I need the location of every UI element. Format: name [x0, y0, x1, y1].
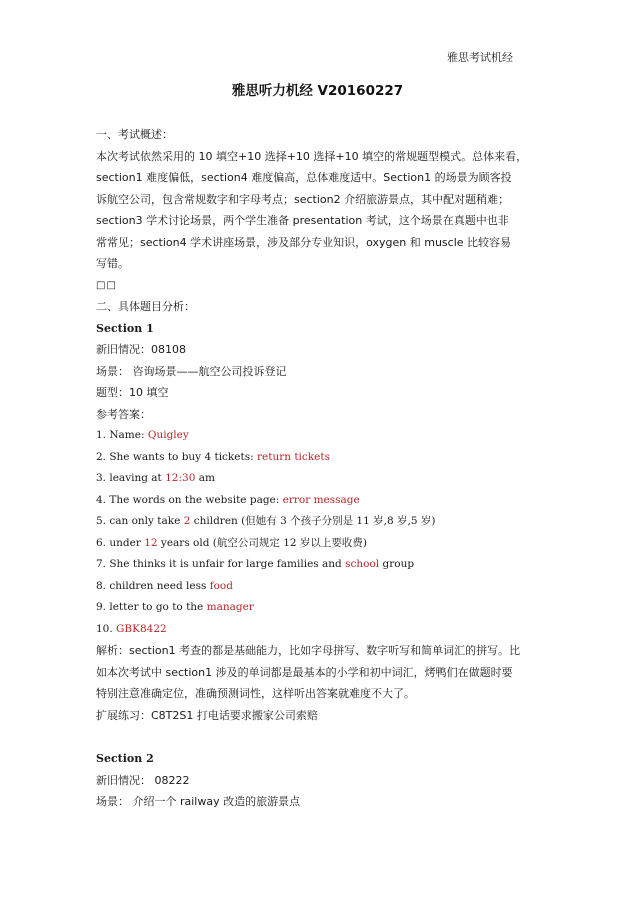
practice-note: 扩展练习：C8T2S1 打电话要求搬家公司索赔 — [96, 708, 318, 722]
answer-value: food — [209, 579, 233, 592]
answer-item: 2. She wants to buy 4 tickets: return tickets — [96, 450, 330, 463]
section1-scene: 场景： 咨询场景——航空公司投诉登记 — [96, 364, 287, 378]
answer-value: school — [345, 558, 380, 570]
overview-paragraph — [96, 146, 526, 275]
answer-list — [96, 425, 526, 640]
analysis-paragraph — [96, 640, 526, 705]
overview-line: section3 学术讨论场景，两个学生准备 presentation 考试，这个场景在真题中也非 — [96, 214, 509, 227]
answer-item: 7. She thinks it is unfair for large families and school group — [96, 558, 415, 570]
section2-title: Section 2 — [96, 752, 154, 765]
section1-title: Section 1 — [96, 321, 154, 335]
analysis-heading: 二、具体题目分析： — [96, 300, 195, 313]
analysis-line: 如本次考试中 section1 涉及的单词都是最基本的小学和初中词汇，烤鸭们在做题时要 — [96, 665, 513, 679]
spacer — [96, 738, 526, 748]
spacer — [96, 726, 526, 738]
overview-line: section1 难度偏低，section4 难度偏高，总体难度适中。Section1 的场景为顾客投 — [96, 171, 512, 184]
section1-question-type: 题型：10 填空 — [96, 386, 169, 399]
analysis-line: 特别注意准确定位，准确预测词性，这样听出答案就难度不大了。 — [96, 687, 415, 700]
section1-status: 新旧情况：08108 — [96, 343, 186, 356]
answer-item: 3. leaving at 12:30 am — [96, 472, 215, 484]
overview-line: 常常见；section4 学术讲座场景，涉及部分专业知识，oxygen 和 muscle 比较容易 — [96, 235, 512, 249]
answer-value: error message — [282, 493, 360, 506]
header-label: 雅思考试机经 — [447, 51, 513, 64]
overview-line: 写错。 — [96, 257, 129, 270]
answer-item: 10. GBK8422 — [96, 622, 167, 635]
overview-heading: 一、考试概述： — [96, 128, 173, 141]
section1-answers-label: 参考答案： — [96, 407, 151, 421]
answer-value: Quigley — [147, 429, 189, 441]
document-body — [96, 124, 526, 813]
answer-item: 8. children need less food — [96, 579, 233, 592]
overview-line: 诉航空公司，包含常规数字和字母考点；section2 介绍旅游景点，其中配对题稍难； — [96, 192, 510, 206]
answer-value: 12:30 — [165, 472, 196, 484]
analysis-line: 解析：section1 考查的都是基础能力，比如字母拼写、数字听写和简单词汇的拼写。比 — [96, 644, 521, 657]
answer-value: GBK8422 — [116, 622, 167, 635]
document-title: 雅思听力机经 V20160227 — [231, 83, 404, 99]
answer-item: 5. can only take 2 children (但她有 3 个孩子分别是 11 岁,8 岁,5 岁) — [96, 515, 436, 527]
answer-value: 12 — [144, 536, 158, 549]
overview-line: 本次考试依然采用的 10 填空+10 选择+10 选择+10 填空的常规题型模式。总体来看， — [96, 149, 528, 163]
answer-item: 6. under 12 years old (航空公司规定 12 岁以上要收费) — [96, 536, 368, 549]
answer-item: 1. Name: Quigley — [96, 429, 189, 441]
placeholder-boxes: □□ — [96, 279, 117, 291]
section2-status: 新旧情况： 08222 — [96, 773, 190, 787]
answer-value: manager — [206, 601, 254, 613]
section2-scene: 场景： 介绍一个 railway 改造的旅游景点 — [96, 795, 301, 808]
answer-value: 2 — [183, 515, 191, 527]
answer-item: 4. The words on the website page: error message — [96, 493, 360, 506]
answer-value: return tickets — [257, 450, 330, 463]
answer-item: 9. letter to go to the manager — [96, 601, 254, 613]
